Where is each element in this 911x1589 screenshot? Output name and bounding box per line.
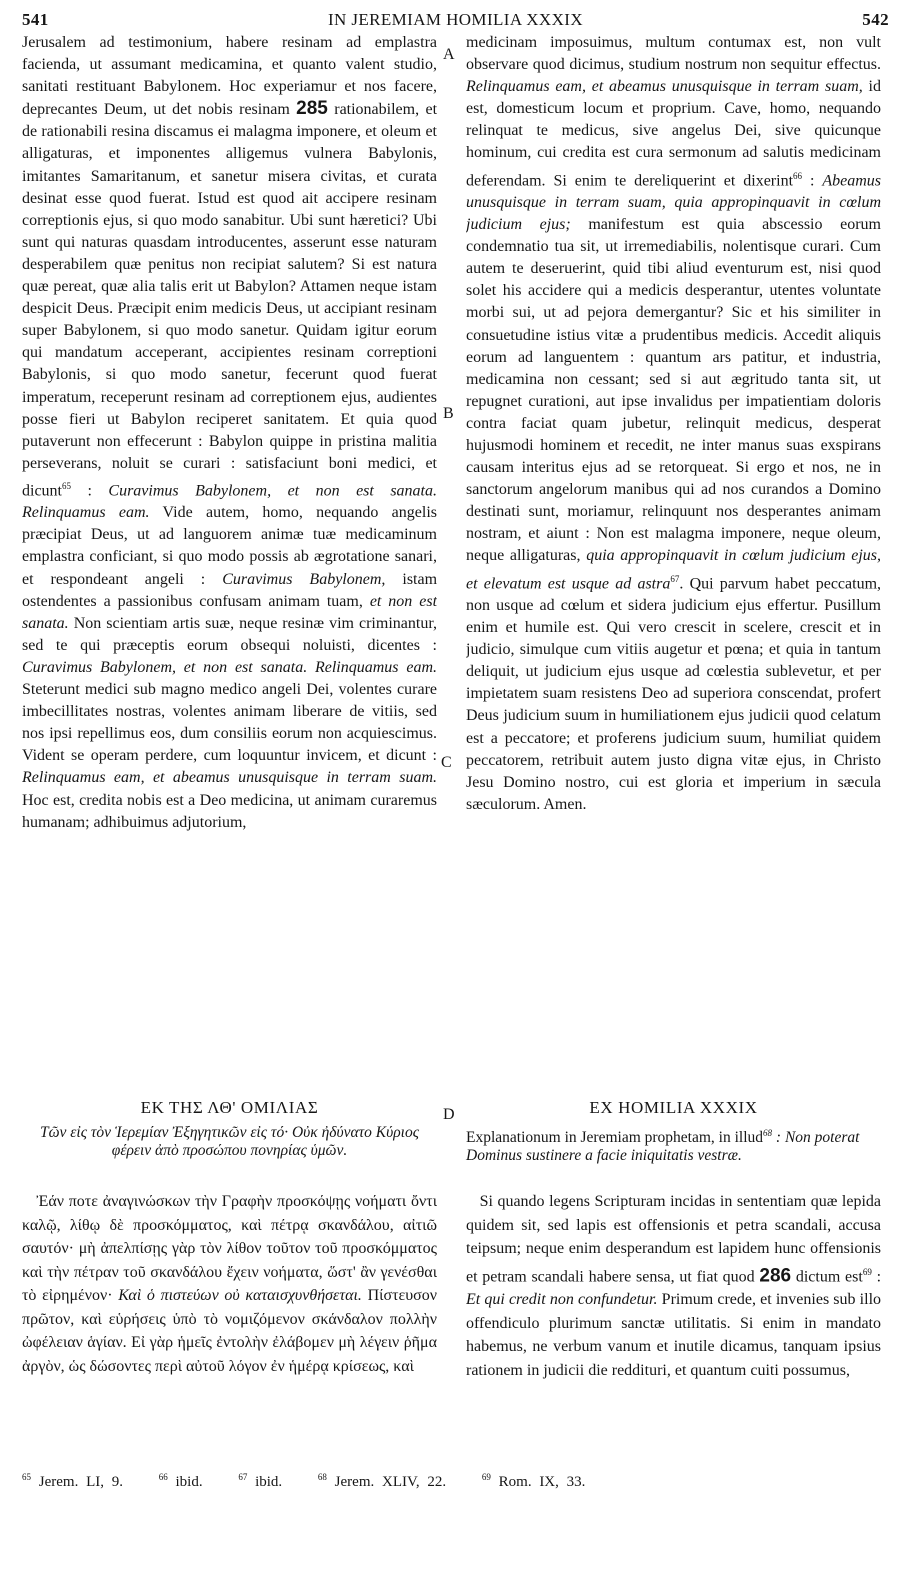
italic-quote: Curavimus Babylonem, et non est sanata. Relinquamus eam.: [22, 482, 437, 522]
column-number-286: 286: [759, 1264, 792, 1286]
text-run: Vide autem, homo, nequando angelis præcipiat Deus, ut ad languorem animæ tuæ medicaminum emplastra conficiant, si quo modo possis ab ægrotatione sanari, et respondeant angeli :: [22, 504, 437, 588]
text-run: rationabilem, et de rationabili resina discamus ei malagma imponere, et oleum et alligaturas, et imponentes alligemus vulnera Babylonis, imitantes Samaritanum, et sanetur misera civitas, et curata desinat esse quod fuerat. Istud est quod ait accipere resinam correptionis ejus, si quo modo sanabitur. Ubi sunt hæretici? Ubi sunt qui naturas quasdam introducentes, asserunt esse naturam desperabilem quæ penitus non recipiat salutem? Si est natura quæ pereat, quæ alia talis erit ut Babylon? Attamen neque istam despicit Deus. Præcipit enim medicis Deus, ut accipiant resinam super Babylonem, si quo modo sanetur. Quidam igitur eorum qui mandatum acceperant, accipientes resinam correptioni Babylonis, si quo modo sanetur, fecerunt quod fuerat imperatum, receperunt resinam ad correptionem ejus, audientes posse fieri ut Babylon reciperet sanitatem. Et quia quod putaverunt non effecerunt : Babylon quippe in pristina malitia perseverans, noluit se curari : satisfaciunt boni medici, et dicunt: [22, 101, 437, 500]
greek-section-subtitle: Τῶν εἰς τὸν Ἱερεμίαν Ἐξηγητικῶν εἰς τό· Οὐκ ἠδύνατο Κύριος φέρειν ἀπὸ προσώπου πονηρίας ὑμῶν.: [39, 1124, 420, 1159]
text-run: Hoc est, credita nobis est a Deo medicina, ut animam curaremus humanam; adhibuimus adjutorium,: [22, 791, 437, 831]
right-column-text: [466, 32, 881, 1090]
left-column-text: [22, 32, 437, 1090]
text-run: dictum est: [795, 1267, 863, 1285]
page-number-left: 541: [22, 10, 49, 29]
footnote: $^{68}$ Jerem. XLIV, 22.: [317, 1472, 447, 1490]
footnote: $^{66}$ ibid.: [158, 1472, 203, 1490]
text-run: medicinam imposuimus, multum contumax est, non vult observare quod dicimus, studium nostrum non sequitur effectus.: [466, 34, 881, 74]
italic-quote: quia appropinquavit in cœlum judicium ejus, et elevatum est usque ad astra: [466, 547, 881, 592]
text-run: Steterunt medici sub magno medico angeli Dei, volentes curare imbecillitates nostras, volentes animam liberare de vitiis, sed nos ipsi repellimus eos, dum consiliis eorum non acquiescimus. Vident se operam perdere, cum loquuntur invicem, et dicunt :: [22, 681, 437, 765]
latin-section-subtitle: Explanationum in Jeremiam prophetam, in illud$^{68}$ : Non poterat Dominus sustinere a facie iniquitatis vestræ.: [466, 1128, 860, 1165]
running-title: IN JEREMIAM HOMILIA XXXIX: [327, 10, 584, 29]
italic-quote: Curavimus Babylonem, et non est sanata. Relinquamus eam.: [22, 658, 437, 676]
footnote-ref: 67: [670, 573, 680, 584]
text-run: Ἐάν ποτε ἀναγινώσκων τὴν Γραφὴν προσκόψῃς νοήματι ὄντι καλῷ, λίθῳ δὲ προσκόμματος, καὶ πέτρᾳ σκανδάλου, αἰτιῶ σαυτόν· μὴ ἀπελπίσῃς γὰρ τὸν λίθον τοῦτον τοῦ προσκόμματος καὶ τὴν πέτραν τοῦ σκανδάλου ἔχειν νοήματα, ὥστ' ἂν γενέσθαι τὸ εἰρημένον·: [22, 1193, 437, 1304]
text-run: Si quando legens Scripturam incidas in sententiam quæ lepida quidem sit, sed lapis est offensionis et petra scandali, accusa teipsum; neque enim desperandum est lapidem hunc offensionis et petram scandali habere sensa, ut fiat quod: [466, 1193, 881, 1285]
margin-letter-c: C: [441, 754, 452, 771]
page-number-right: 542: [862, 10, 889, 29]
subtitle-lead: Explanationum in Jeremiam prophetam, in illud: [466, 1129, 764, 1147]
italic-quote: et non est sanata.: [22, 592, 437, 632]
left-column-paragraph: Jerusalem ad testimonium, habere resinam ad emplastra facienda, ut assumant medicamina, et quanto valent studio, sanitati restituant Babylonem. Hoc experiamur et nos facere, deprecantes Deum, ut det nobis resinam 285 rationabilem, et de rationabili resina discamus ei malagma imponere, et oleum et alligaturas, et imponentes alligemus vulnera Babylonis, imitantes Samaritanum, et sanetur misera civitas, et curata desinat esse quod fuerat. Istud est quod ait accipere resinam correptionis ejus, si quo modo sanabitur. Ubi sunt hæretici? Ubi sunt qui naturas quasdam introducentes, asserunt esse naturam desperabilem quæ penitus non recipiat salutem? Si est natura quæ pereat, quæ alia talis erit ut Babylon? Attamen neque istam despicit Deus. Præcipit enim medicis Deus, ut accipiant resinam super Babylonem, si quo modo sanetur. Quidam igitur eorum qui mandatum acceperant, accipientes resinam correptioni Babylonis, si quo modo sanetur, fecerunt quod fuerat imperatum, receperunt resinam ad correptionem ejus, audientes posse fieri ut Babylon reciperet sanitatem. Et quia quod putaverunt non effecerunt : Babylon quippe in pristina malitia perseverans, noluit se curari : satisfaciunt boni medici, et dicunt$^{65}$ : Curavimus Babylonem, et non est sanata. Relinquamus eam. Vide autem, homo, nequando angelis præcipiat Deus, ut ad languorem animæ tuæ medicaminum emplastra conficiant, si quo modo possis ab ægrotatione sanari, et respondeant angeli : Curavimus Babylonem, istam ostendentes a passionibus confusam animam tuam, et non est sanata. Non scientiam artis suæ, neque resinæ vim criminantur, sed te qui præceptis eorum obsequi noluisti, dicentes : Curavimus Babylonem, et non est sanata. Relinquamus eam. Steterunt medici sub magno medico angeli Dei, volentes curare imbecillitates nostras, volentes animam liberare de vitiis, sed nos ipsi repellimus eos, dum consiliis eorum non acquiescimus. Vident se operam perdere, cum loquuntur invicem, et dicunt : Relinquamus eam, et abeamus unusquisque in terram suam. Hoc est, credita nobis est a Deo medicina, ut animam curaremus humanam; adhibuimus adjutorium,: [22, 34, 437, 831]
footnotes: [22, 1472, 889, 1491]
subtitle-italic: Non poterat Dominus sustinere a facie iniquitatis vestræ.: [466, 1129, 860, 1165]
text-run: Non scientiam artis suæ, neque resinæ vim criminantur, sed te qui præceptis eorum obsequi noluisti, dicentes :: [22, 614, 437, 654]
text-run: manifestum est quia abscessio eorum condemnatio tua sit, ut irremediabilis, nolentisque curari. Cum autem te deseruerint, quid tibi aliud eventurum est, nisi quod solet his accidere qui a medicis desperantur, utentes voluntate morbi sui, ut ad pejora demergantur? Sic et his similiter in consuetudine istius vitæ a prudentibus medicis. Accedit aliquis eorum ad languentem : quantum ars patitur, et industria, medicamina non cessant; sed si aut ægritudo tanta sit, ut repugnet curationi, aut ipse invalidus per impatientiam doloris contra faciat quam jubetur, relinquit medicus, desperat hujusmodi hominem et recedit, ne inter manus suas exspirans causam interitus ejus ad se retorqueat. Si ergo et nos, ne in sanctorum angelorum manibus qui ad nos curandos a Domino destinati sunt, moriamur, relinquunt nos desperantes animam nostram, et aiunt : Non est malagma imponere, neque oleum, neque alligaturas,: [466, 216, 881, 565]
text-run: Primum crede, et invenies sub illo offendiculo plurimum sanctæ utilitatis. Si enim in mandato habemus, ne verbum vanum et inutile dicamus, tanquam ipsius rationem in judicii die reddituri, et quantum cuiti possumus,: [466, 1291, 881, 1379]
latin-section-body: Si quando legens Scripturam incidas in sententiam quæ lepida quidem sit, sed lapis est offensionis et petra scandali, accusa teipsum; neque enim desperandum est lapidem hunc offensionis et petram scandali habere sensa, ut fiat quod 286 dictum est$^{69}$ : Et qui credit non confundetur. Primum crede, et invenies sub illo offendiculo plurimum sanctæ utilitatis. Si enim in mandato habemus, ne verbum vanum et inutile dicamus, tanquam ipsius rationem in judicii die reddituri, et quantum cuiti possumus,: [466, 1193, 881, 1379]
footnote: $^{67}$ ibid.: [238, 1472, 283, 1490]
text-run: Qui parvum habet peccatum, non usque ad cœlum et sidera judicium ejus effertur. Pusillum enim et humile est. Qui vero crescit in scelere, crescit et in judicio, simulque cum vitiis augetur et pœna; et quia in tantum deliquit, ut judicium ejus usque ad cœlestia sublevetur, et per impietatem suam resistens Deo ad superiora conscendat, profert Deus judicium suum in humiliationem ejus judicii quod celatum est a peccatore; et proferens judicium suum, humiliat quidem peccatorem, retribuit autem justo digna vitæ ejus, in Christo Jesu Domino nostro, cui est gloria et imperium in sæcula sæculorum. Amen.: [466, 574, 881, 813]
greek-section-title: ΕΚ ΤΗΣ ΛΘ' ΟΜΙΛΙΑΣ: [140, 1098, 319, 1117]
column-number-285: 285: [296, 98, 328, 120]
margin-letter-a: A: [443, 46, 455, 63]
footnote-ref: 66: [793, 170, 803, 181]
text-run: id est, domesticum locum et proprium. Cave, homo, nequando relinquat te medicus, sive angelus Dei, sive quicunque hominum, cui credita est cura sermonum ad salutis medicinam deferendam. Si enim te dereliquerint et dixerint: [466, 78, 881, 189]
footnote: $^{69}$ Rom. IX, 33.: [481, 1472, 586, 1490]
italic-quote: Curavimus Babylonem,: [222, 570, 386, 588]
text-run: Jerusalem ad testimonium, habere resinam ad emplastra facienda, ut assumant medicamina, et quanto valent studio, sanitati restituant Babylonem. Hoc experiamur et nos facere, deprecantes Deum, ut det nobis resinam: [22, 34, 437, 119]
italic-quote: Abeamus unusquisque in terram suam, quia appropinquavit in cœlum judicium ejus;: [466, 171, 881, 234]
greek-section-body: [22, 1190, 437, 1446]
italic-quote: Καὶ ὁ πιστεύων οὐ καταισχυνθήσεται.: [118, 1287, 362, 1304]
footnote-ref: 65: [62, 480, 71, 491]
footnote-ref: 68: [763, 1128, 773, 1138]
right-column-paragraph: medicinam imposuimus, multum contumax est, non vult observare quod dicimus, studium nostrum non sequitur effectus. Relinquamus eam, et abeamus unusquisque in terram suam, id est, domesticum locum et proprium. Cave, homo, nequando relinquat te medicus, sive angelus Dei, sive quicunque hominum, cui credita est cura sermonum ad salutis medicinam deferendam. Si enim te dereliquerint et dixerint$^{66}$ : Abeamus unusquisque in terram suam, quia appropinquavit in cœlum judicium ejus; manifestum est quia abscessio eorum condemnatio tua sit, ut irremediabilis, nolentisque curari. Cum autem te deseruerint, quid tibi aliud eventurum est, nisi quod solet his accidere qui a medicis desperantur, utentes voluntate morbi sui, ut ad pejora demergantur? Sic et his similiter in consuetudine istius vitæ a prudentibus medicis. Accedit aliquis eorum ad languentem : quantum ars patitur, et industria, medicamina non cessant; sed si aut ægritudo tanta sit, ut repugnet curationi, aut ipse invalidus per impatientiam doloris contra faciat quam jubetur, relinquit medicus, desperat hujusmodi hominem et recedit, ne inter manus suas exspirans causam interitus ejus ad se retorqueat. Si ergo et nos, ne in sanctorum angelorum manibus qui ad nos curandos a Domino destinati sunt, moriamur, relinquunt nos desperantes animam nostram, et aiunt : Non est malagma imponere, neque oleum, neque alligaturas, quia appropinquavit in cœlum judicium ejus, et elevatum est usque ad astra$^{67}$. Qui parvum habet peccatum, non usque ad cœlum et sidera judicium ejus effertur. Pusillum enim et humile est. Qui vero crescit in scelere, crescit et in judicio, simulque cum vitiis augetur et pœna; et quia in tantum deliquit, ut judicium ejus usque ad cœlestia sublevetur, et per impietatem suam resistens Deo ad superiora conscendat, profert Deus judicium suum in humiliationem ejus judicii quod celatum est a peccatore; et proferens judicium suum, humiliat quidem peccatorem, retribuit autem justo digna vitæ ejus, in Christo Jesu Domino nostro, cui est gloria et imperium in sæcula sæculorum. Amen.: [466, 34, 881, 813]
italic-quote: Relinquamus eam, et abeamus unusquisque in terram suam,: [466, 78, 863, 96]
italic-quote: Relinquamus eam, et abeamus unusquisque in terram suam.: [22, 769, 437, 787]
latin-section-title: EX HOMILIA XXXIX: [589, 1098, 758, 1117]
text-run: istam ostendentes a passionibus confusam animam tuam,: [22, 570, 437, 610]
margin-letter-b: B: [443, 405, 454, 422]
margin-letter-d: D: [443, 1106, 455, 1123]
footnote: $^{65}$ Jerem. LI, 9.: [22, 1472, 123, 1490]
footnote-ref: 69: [862, 1266, 872, 1277]
text-run: Πίστευσον πρῶτον, καὶ εὑρήσεις ὑπὸ τὸ νομιζόμενον σκάνδαλον πολλὴν ὠφέλειαν ἁγίαν. Εἰ γὰρ ἡμεῖς ἐντολὴν ἐλάβομεν μὴ λέγειν ῥῆμα ἀργὸν, ὡς δώσοντες περὶ αὐτοῦ λόγον ἐν ἡμέρᾳ κρίσεως, καὶ: [22, 1287, 437, 1375]
italic-quote: Et qui credit non confundetur.: [466, 1291, 658, 1309]
